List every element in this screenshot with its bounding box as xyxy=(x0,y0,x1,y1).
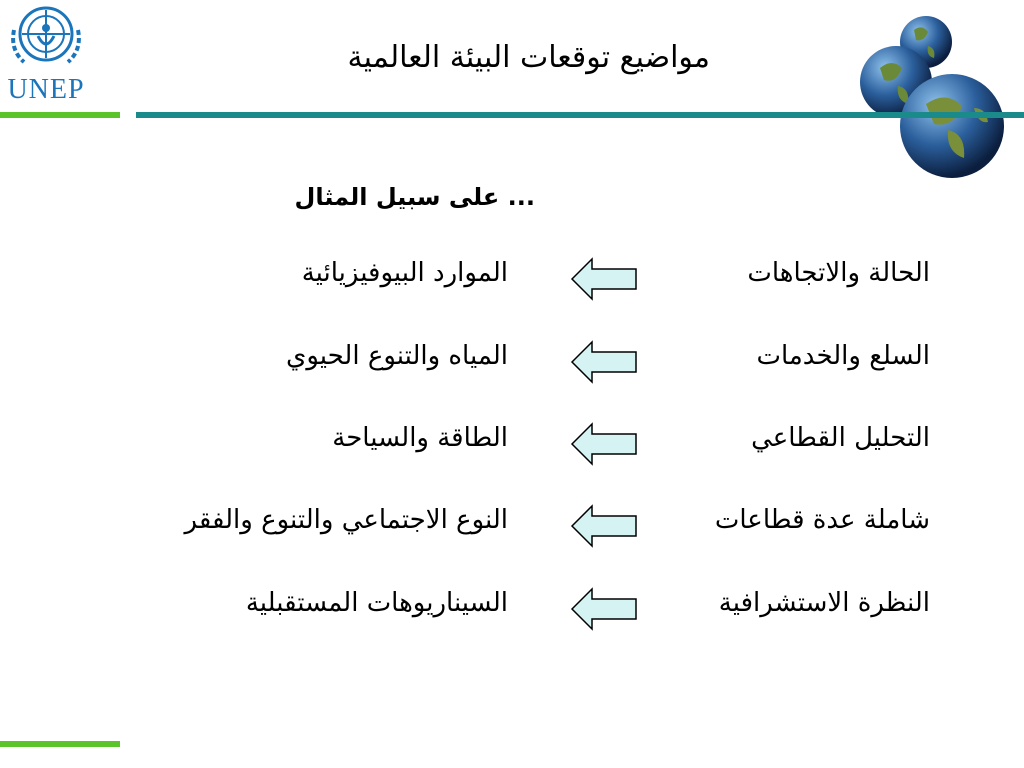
subtitle: ... على سبيل المثال xyxy=(294,183,535,211)
topic-label: الطاقة والسياحة xyxy=(332,423,508,453)
topic-label: السيناريوهات المستقبلية xyxy=(245,588,508,618)
category-label: الحالة والاتجاهات xyxy=(747,258,930,288)
topic-label: النوع الاجتماعي والتنوع والفقر xyxy=(184,505,508,535)
topic-label: الموارد البيوفيزيائية xyxy=(301,258,508,288)
list-item xyxy=(0,505,1024,555)
list-item xyxy=(0,341,1024,391)
category-label: السلع والخدمات xyxy=(756,341,930,371)
arrow-left-icon xyxy=(570,256,640,302)
teal-divider xyxy=(136,112,1024,118)
arrow-left-icon xyxy=(570,586,640,632)
green-divider-bottom xyxy=(0,741,120,747)
arrow-left-icon xyxy=(570,339,640,385)
arrow-left-icon xyxy=(570,503,640,549)
un-emblem-icon xyxy=(0,0,92,80)
category-label: التحليل القطاعي xyxy=(751,423,930,453)
arrow-left-icon xyxy=(570,421,640,467)
green-divider-top xyxy=(0,112,120,118)
globes-icon xyxy=(856,12,1016,184)
unep-logo xyxy=(0,0,92,108)
list-item xyxy=(0,423,1024,473)
page-title: مواضيع توقعات البيئة العالمية xyxy=(347,40,710,75)
list-item xyxy=(0,258,1024,308)
topic-label: المياه والتنوع الحيوي xyxy=(286,341,508,371)
list-item xyxy=(0,588,1024,638)
logo-text: UNEP xyxy=(7,74,85,105)
category-label: شاملة عدة قطاعات xyxy=(714,505,930,535)
category-label: النظرة الاستشرافية xyxy=(718,588,930,618)
